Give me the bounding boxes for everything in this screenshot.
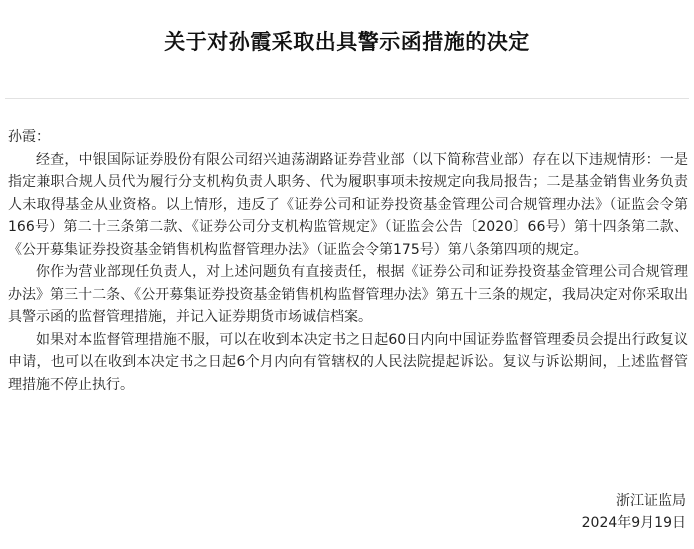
issuer-name: 浙江证监局	[616, 493, 686, 509]
signature-block	[582, 490, 686, 534]
document-title: 关于对孙霞采取出具警示函措施的决定	[164, 30, 530, 54]
paragraph-appeal: 如果对本监督管理措施不服，可以在收到本决定书之日起60日内向中国证券监督管理委员会提出行政复议申请，也可以在收到本决定书之日起6个月内向有管辖权的人民法院提起诉讼。复议与诉讼期间，上述监督管理措施不停止执行。	[8, 331, 688, 393]
paragraph-decision: 你作为营业部现任负责人，对上述问题负有直接责任，根据《证券公司和证券投资基金管理公司合规管理办法》第三十二条、《公开募集证券投资基金销售机构监督管理办法》第五十三条的规定，我局决定对你采取出具警示函的监督管理措施，并记入证券期货市场诚信档案。	[8, 264, 688, 325]
issue-date: 2024年9月19日	[581, 515, 686, 531]
salutation: 孙霞：	[8, 129, 50, 145]
document-body	[8, 126, 688, 396]
paragraph-findings: 经查，中银国际证券股份有限公司绍兴迪荡湖路证券营业部（以下简称营业部）存在以下违规情形：一是指定兼职合规人员代为履行分支机构负责人职务、代为履职事项未按规定向我局报告；二是基金销售业务负责人未取得基金从业资格。以上情形，违反了《证券公司和证券投资基金管理公司合规管理办法》（证监会令第166号）第二十三条第二款、《证券公司分支机构监管规定》（证监会公告〔2020〕66号）第十四条第二款、《公开募集证券投资基金销售机构监督管理办法》（证监会令第175号）第八条第四项的规定。	[8, 151, 688, 258]
title-divider	[5, 98, 689, 99]
